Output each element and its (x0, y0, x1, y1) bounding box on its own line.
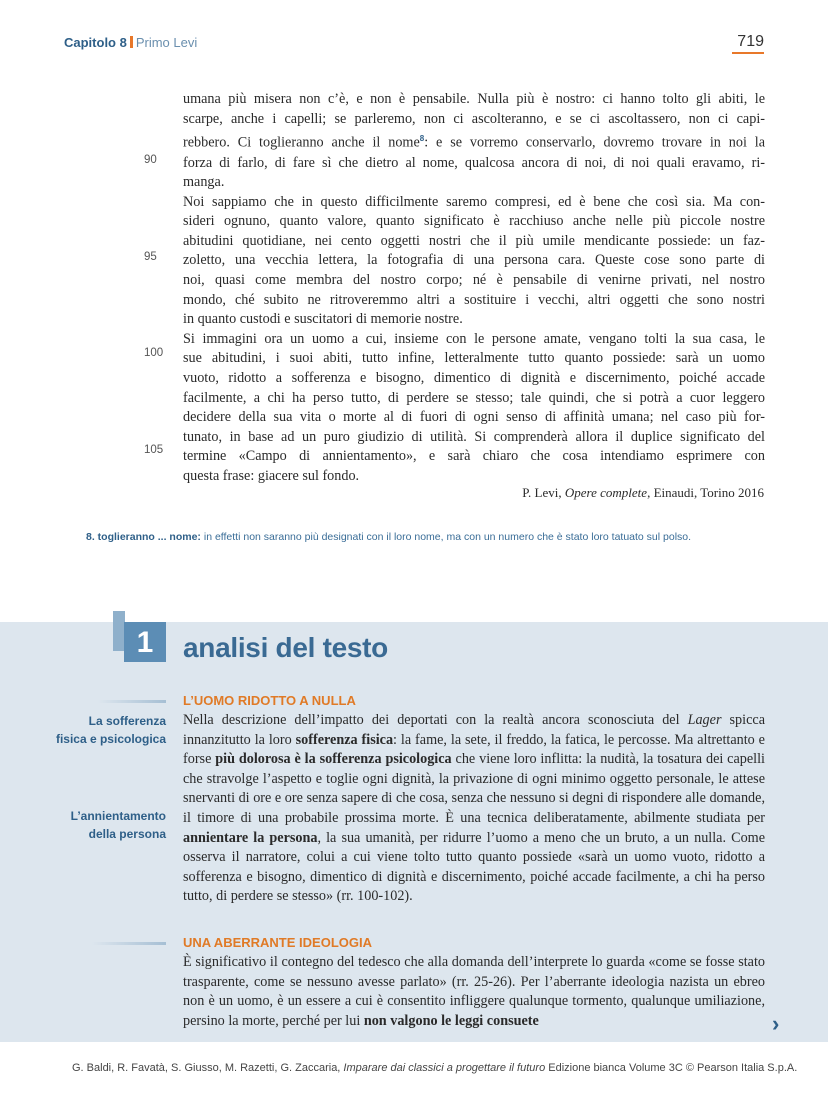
text-line: forza di farlo, di fare sì che dietro al nome, qualcosa ancora di noi, di noi quali eravamo, ri- (183, 154, 765, 171)
paragraph-text: , la sua umanità, per ridurre l’uomo a meno che un bruto, a un nulla. Come osserva il narratore, colui a cui viene tolto tutto quanto possiede «sarà un uomo vuoto, ridotto a sofferenza e bisogno, dimentico di dignità e discernimento, poiché accade facilmente, a chi ha perso tutto, di perdere se stesso» (rr. 100-102). (183, 829, 765, 905)
text-line: vuoto, ridotto a sofferenza e bisogno, dimentico di dignità e discernimento, poiché accade (183, 370, 765, 387)
paragraph-text: Nella descrizione dell’impatto dei deportati con la realtà ancora sconosciuta del (183, 712, 688, 728)
line-number: 95 (144, 251, 157, 263)
section-number: 1 (124, 622, 166, 662)
keyword: sofferenza fisica (295, 731, 394, 748)
text-line: termine «Campo di annientamento», e sarà chiaro che cosa intendiamo esprimere con (183, 448, 765, 465)
text-line: sideri ognuno, quanto valore, quanto significato è racchiuso anche nelle più piccole nostre (183, 213, 765, 230)
footer-publisher: Edizione bianca Volume 3C © Pearson Italia S.p.A. (545, 1062, 798, 1074)
margin-note-line: La sofferenza (88, 714, 166, 728)
text-line: zoletto, una vecchia lettera, la fotografia di una persona cara. Queste cose sono parte di (183, 252, 765, 269)
text-line: in quanto custodi e suscitatori di memorie nostre. (183, 311, 463, 328)
text-line: sue abitudini, i suoi abiti, tutto infine, letteralmente tutto quanto possiede: sarà un uomo (183, 350, 765, 367)
margin-rule (92, 942, 166, 945)
paragraph-text: : la fame, la sete, il freddo, la fatica, le percosse. Ma altrettanto e forse (183, 731, 765, 768)
margin-note-suffering (56, 712, 166, 748)
keyword: annientare la persona (183, 829, 318, 846)
text-line: noi, quasi come membra del nostro corpo; né è pensabile di venirne privati, nel nostro (183, 272, 765, 289)
text-line: Noi sappiamo che in questo difficilmente saremo compresi, ed è bene che così sia. Ma con- (183, 193, 765, 210)
text-line (183, 129, 765, 153)
page-number-underline (732, 52, 764, 54)
citation (522, 485, 764, 501)
subsection-heading: L’UOMO RIDOTTO A NULLA (183, 693, 356, 708)
text-line: tunato, in base ad un puro giudizio di utilità. Si comprenderà allora il duplice significato del (183, 428, 765, 445)
line-number: 105 (144, 444, 164, 456)
text-line: facilmente, a chi ha perso tutto, di perdere se stesso; tale quindi, che si potrà a cuor leggero (183, 389, 765, 406)
margin-note-line: fisica e psicologica (55, 732, 166, 746)
keyword: più dolorosa è la sofferenza psicologica (215, 751, 452, 768)
paragraph-text: spicca innanzitutto la loro (183, 712, 765, 748)
running-header (64, 35, 197, 50)
paragraph-text: che viene loro inflitta: la nudità, la tosatura dei capelli che stravolge l’aspetto e toglie ogni dignità, la privazione di ogni minimo oggetto personale, le attese snervanti di ore e ore senza sapere di che cosa, senza che nessuno si degni di rispondere alle domande, il timore di una probabile prossima morte. È una tecnica deliberatamente, abilmente studiata per (183, 751, 765, 826)
footer-title: Imparare dai classici a progettare il futuro (343, 1062, 546, 1074)
excerpt-text (183, 90, 765, 487)
text-line-part: rebbero. Ci toglieranno anche il nome (183, 134, 420, 151)
paragraph-text: È significativo il contegno del tedesco che alla domanda dell’interprete lo guarda «come se fosse stato trasparente, come se nessuno avesse parlato» (rr. 25-26). Per l’aberrante ideologia nazista un ebreo non è un uomo, è un essere a cui è consentito infliggere qualunque tormento, qualunque umiliazione, persino la morte, perché per lui (183, 954, 765, 1029)
text-line: questa frase: giacere sul fondo. (183, 468, 360, 485)
text-line-part: : e se vorremo conservarlo, dovremo trovare in noi la (424, 134, 766, 151)
section-title: analisi del testo (183, 632, 388, 663)
next-page-arrow-icon[interactable]: › (772, 1011, 780, 1036)
margin-note-line: L’annientamento (70, 809, 166, 823)
text-line: scarpe, anche i capelli; se parleremo, non ci ascolteranno, e se ci ascoltassero, non ci capi- (183, 110, 765, 127)
author-label: Primo Levi (135, 35, 198, 50)
footer-authors: G. Baldi, R. Favatà, S. Giusso, M. Razetti, G. Zaccaria, (72, 1062, 344, 1074)
page-number: 719 (737, 33, 764, 50)
subsection-heading: UNA ABERRANTE IDEOLOGIA (183, 935, 372, 950)
chapter-label: Capitolo 8 (64, 35, 127, 50)
margin-note-annihilation (71, 807, 166, 843)
citation-author: P. Levi, (522, 485, 562, 500)
line-number: 100 (144, 347, 164, 359)
header-divider (130, 36, 133, 48)
paragraph-italic: Lager (687, 712, 722, 728)
analysis-paragraph-1 (183, 711, 765, 907)
footnote-marker[interactable]: 8 (419, 134, 425, 144)
text-line: umana più misera non c’è, e non è pensabile. Nulla più è nostro: ci hanno tolto gli abiti, le (183, 91, 765, 107)
analysis-paragraph-2 (183, 953, 765, 1031)
line-number: 90 (144, 154, 157, 166)
text-line: decidere della sua vita o morte al di fuori di ogni senso di affinità umana; nel caso più for- (183, 409, 765, 426)
text-line: abitudini quotidiane, nei cento oggetti nostri che il più umile mendicante possiede: un faz- (183, 232, 765, 249)
page-footer (72, 1062, 797, 1074)
footnote-label: 8. toglieranno ... nome: (86, 531, 201, 543)
text-line: manga. (183, 174, 225, 191)
keyword: non valgono le leggi consuete (363, 1012, 539, 1029)
margin-rule (98, 700, 166, 703)
margin-note-line: della persona (88, 827, 166, 841)
text-line: mondo, ché subito ne ritroveremmo altri a sostituire i vecchi, altri oggetti che sono nostri (183, 291, 765, 308)
footnote (86, 531, 691, 543)
citation-work: Opere complete (564, 485, 648, 500)
citation-publisher: , Einaudi, Torino 2016 (647, 485, 764, 500)
text-line: Si immagini ora un uomo a cui, insieme con le persone amate, vengano tolti la sua casa, le (183, 330, 765, 347)
footnote-text: in effetti non saranno più designati con il loro nome, ma con un numero che è stato loro tatuato sul polso. (200, 531, 692, 543)
